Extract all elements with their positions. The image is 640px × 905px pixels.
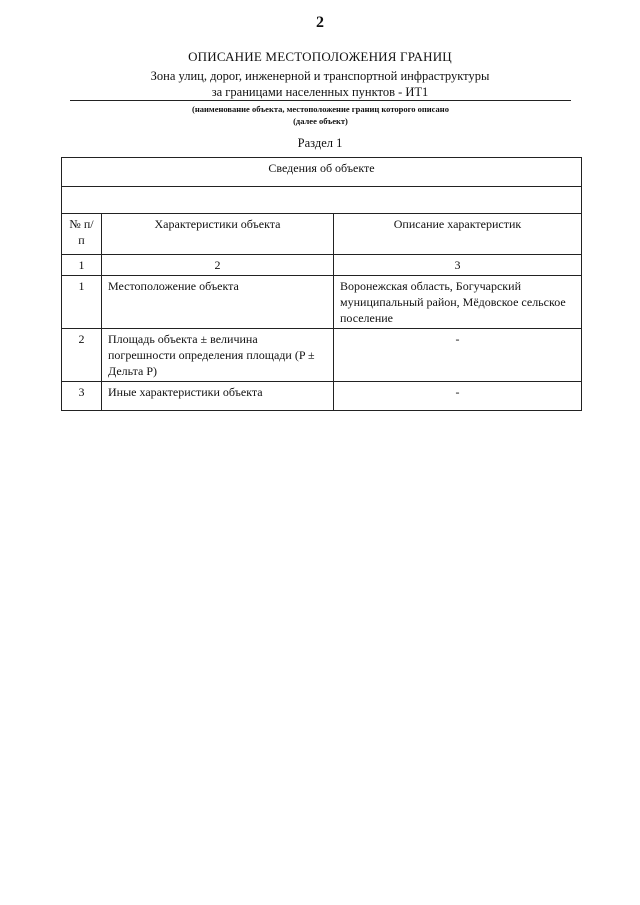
row-number: 3 — [62, 382, 102, 411]
row-description: - — [334, 382, 582, 411]
row-number: 2 — [62, 329, 102, 382]
document-title: ОПИСАНИЕ МЕСТОПОЛОЖЕНИЯ ГРАНИЦ — [188, 49, 452, 64]
table-row — [62, 329, 582, 382]
object-name-line-1: Зона улиц, дорог, инженерной и транспортной инфраструктуры — [150, 69, 490, 83]
header-characteristic: Характеристики объекта — [102, 214, 334, 255]
table-caption: Сведения об объекте — [62, 158, 582, 187]
row-characteristic: Площадь объекта ± величина погрешности определения площади (P ± Дельта P) — [102, 329, 334, 382]
header-description: Описание характеристик — [334, 214, 582, 255]
table-row — [62, 382, 582, 411]
object-name-line-2: за границами населенных пунктов - ИТ1 — [211, 85, 429, 99]
table-column-number-row — [62, 255, 582, 276]
table-caption-row — [62, 158, 582, 187]
table-row — [62, 276, 582, 329]
object-name-caption — [70, 103, 571, 127]
object-name-underline — [70, 100, 571, 101]
object-name-caption-line-1: (наименование объекта, местоположение границ которого описано — [192, 104, 449, 114]
column-number-2: 2 — [102, 255, 334, 276]
row-description: Воронежская область, Богучарский муниципальный район, Мёдовское сельское поселение — [334, 276, 582, 329]
column-number-3: 3 — [334, 255, 582, 276]
column-number-1: 1 — [62, 255, 102, 276]
row-characteristic: Местоположение объекта — [102, 276, 334, 329]
row-description: - — [334, 329, 582, 382]
row-number: 1 — [62, 276, 102, 329]
object-name — [70, 68, 570, 100]
table-empty-row — [62, 187, 582, 214]
object-name-caption-line-2: (далее объект) — [293, 116, 348, 126]
object-info-table — [61, 157, 582, 411]
section-title: Раздел 1 — [297, 136, 343, 150]
table-empty-cell — [62, 187, 582, 214]
table-header-row — [62, 214, 582, 255]
row-characteristic: Иные характеристики объекта — [102, 382, 334, 411]
header-number: № п/п — [62, 214, 102, 255]
page-number: 2 — [316, 14, 324, 31]
